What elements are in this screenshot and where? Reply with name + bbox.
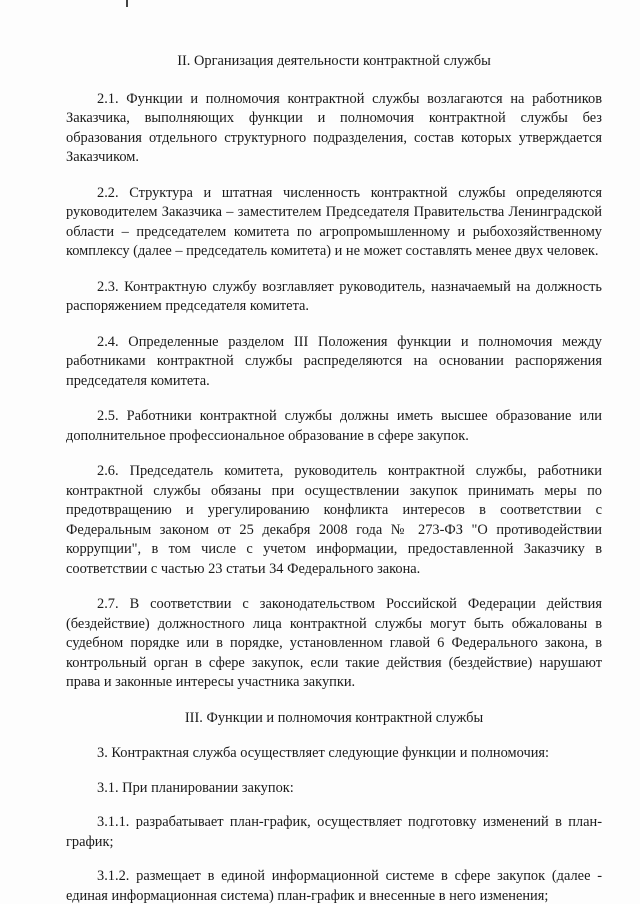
paragraph-2-3: 2.3. Контрактную службу возглавляет руководитель, назначаемый на должность распоряжением председателя комитета. — [66, 278, 602, 314]
paragraph-3-1-2: 3.1.2. размещает в единой информационной системе в сфере закупок (далее - единая информационная система) план-график и внесенные в него изменения; — [66, 868, 602, 904]
paragraph-2-5: 2.5. Работники контрактной службы должны иметь высшее образование или дополнительное профессиональное образование в сфере закупок. — [66, 408, 602, 444]
document-body — [66, 52, 602, 906]
paragraph-2-7: 2.7. В соответствии с законодательством Российской Федерации действия (бездействие) должностного лица контрактной службы могут быть обжалованы в судебном порядке или в порядке, установленном главой 6 Федерального закона, в контрольный орган в сфере закупок, если такие действия (бездействие) нарушают права и законные интересы участника закупки. — [66, 596, 602, 690]
paragraph-3-1: 3.1. При планировании закупок: — [97, 779, 294, 796]
paragraph-2-1: 2.1. Функции и полномочия контрактной службы возлагаются на работников Заказчика, выполняющих функции и полномочия контрактной службы без образования отдельного структурного подразделения, состав которых утверждается Заказчиком. — [66, 90, 602, 165]
paragraph-2-2: 2.2. Структура и штатная численность контрактной службы определяются руководителем Заказчика – заместителем Председателя Правительства Ленинградской области – председателем комитета по агропромышленному и рыбохозяйственному комплексу (далее – председатель комитета) и не может составлять менее двух человек. — [66, 184, 602, 259]
section-2-heading: II. Организация деятельности контрактной службы — [177, 53, 491, 69]
scan-artifact — [126, 0, 128, 7]
paragraph-2-4: 2.4. Определенные разделом III Положения функции и полномочия между работниками контрактной службы распределяются на основании распоряжения председателя комитета. — [66, 333, 602, 389]
paragraph-3-1-1: 3.1.1. разрабатывает план-график, осуществляет подготовку изменений в план-график; — [66, 814, 602, 850]
paragraph-2-6: 2.6. Председатель комитета, руководитель контрактной службы, работники контрактной службы обязаны при осуществлении закупок принимать меры по предотвращению и урегулированию конфликта интересов в соответствии с Федеральным законом от 25 декабря 2008 года № 273-ФЗ "О противодействии коррупции", в том числе с учетом информации, предоставленной Заказчику в соответствии с частью 23 статьи 34 Федерального закона. — [66, 463, 602, 577]
section-3-heading: III. Функции и полномочия контрактной службы — [184, 709, 484, 726]
paragraph-3: 3. Контрактная служба осуществляет следующие функции и полномочия: — [97, 745, 550, 761]
